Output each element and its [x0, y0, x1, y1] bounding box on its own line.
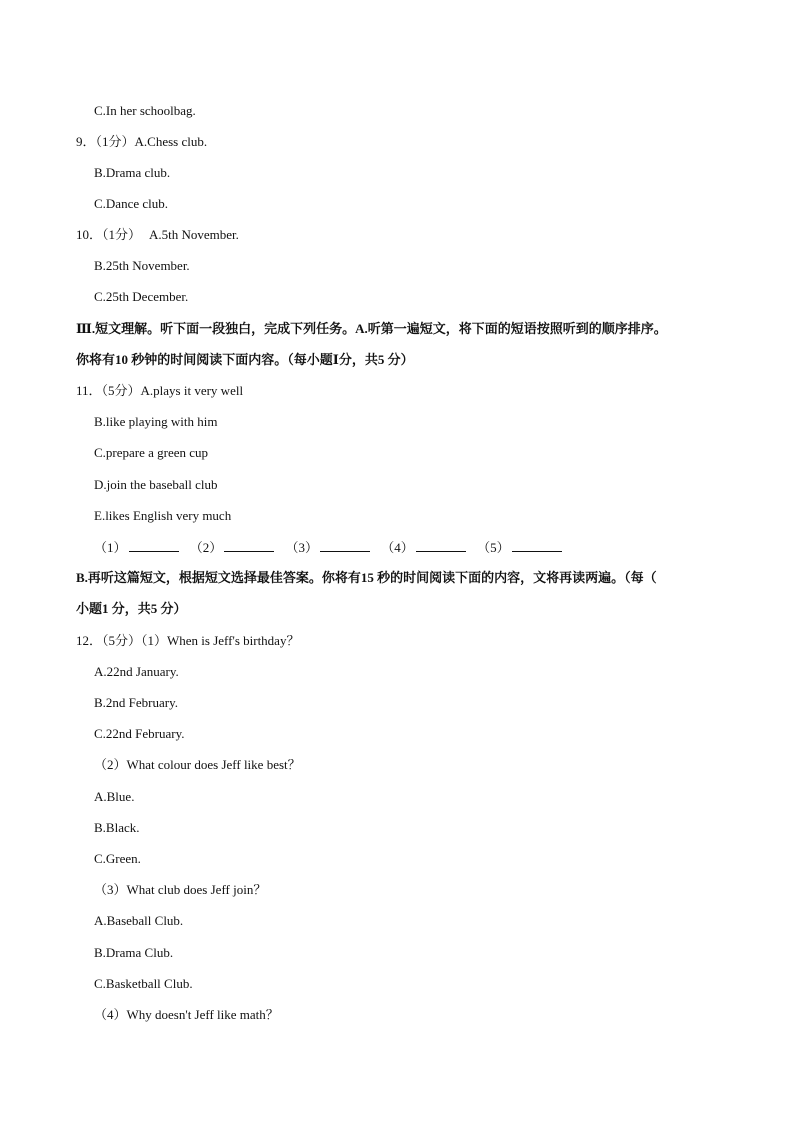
blank-label-3: （3） [285, 540, 319, 555]
q11-answer-blanks [94, 539, 570, 556]
blank-label-5: （5） [477, 540, 510, 555]
q10-option-c: C.25th December. [94, 289, 189, 304]
q12-sub3-question: （3）What club does Jeff join？ [94, 882, 267, 897]
q11-option-d: D.join the baseball club [94, 477, 218, 492]
q11-number: 11．（5分） [76, 383, 141, 398]
q12-line [76, 633, 299, 649]
q9-option-b: B.Drama club. [94, 165, 171, 180]
q12-sub2-question: （2）What colour does Jeff like best？ [94, 757, 301, 772]
answer-blank-3[interactable] [320, 539, 370, 552]
q12-sub2-option-a: A.Blue. [94, 789, 135, 804]
q12-sub3-option-c: C.Basketball Club. [94, 976, 193, 991]
answer-blank-4[interactable] [416, 539, 466, 552]
q11-option-c: C.prepare a green cup [94, 445, 209, 460]
q12-sub1-question: （1）When is Jeff's birthday？ [141, 633, 300, 648]
q11-option-e: E.likes English very much [94, 508, 232, 523]
q11-line [76, 383, 243, 399]
q12-sub4-question: （4）Why doesn't Jeff like math？ [94, 1007, 279, 1022]
q10-option-a: A.5th November. [149, 227, 239, 242]
q10-line [76, 227, 239, 243]
q9-option-c: C.Dance club. [94, 196, 169, 211]
q10-number: 10．（1分） [76, 227, 142, 242]
q9-option-a: A.Chess club. [134, 134, 208, 149]
q12-number: 12．（5分） [76, 633, 142, 648]
q12-sub3-option-b: B.Drama Club. [94, 945, 174, 960]
q12-sub2-option-c: C.Green. [94, 851, 141, 866]
q12-sub2-option-b: B.Black. [94, 820, 140, 835]
q12-sub1-option-c: C.22nd February. [94, 726, 185, 741]
q9-number: 9．（1分） [76, 134, 135, 149]
q11-option-a: A.plays it very well [140, 383, 244, 398]
q9-line [76, 134, 207, 150]
q12-sub3-option-a: A.Baseball Club. [94, 913, 184, 928]
q10-option-b: B.25th November. [94, 258, 190, 273]
blank-label-1: （1） [94, 540, 127, 555]
section3-instruction-2: 你将有10 秒钟的时间阅读下面内容。（每小题Ⅰ分，共5 分） [76, 352, 414, 367]
q8-option-c: C.In her schoolbag. [94, 103, 196, 118]
blank-label-4: （4） [381, 540, 414, 555]
sectionB-instruction-1: B.再听这篇短文，根据短文选择最佳答案。你将有15 秒的时间阅读下面的内容，文将再读两遍。（每（ [76, 570, 657, 585]
q12-sub1-option-b: B.2nd February. [94, 695, 179, 710]
answer-blank-2[interactable] [224, 539, 274, 552]
blank-label-2: （2） [189, 540, 223, 555]
section3-instruction-1: Ⅲ.短文理解。听下面一段独白，完成下列任务。A.听第一遍短文，将下面的短语按照听到的顺序排序。 [76, 321, 667, 336]
answer-blank-5[interactable] [512, 539, 562, 552]
answer-blank-1[interactable] [129, 539, 179, 552]
q11-option-b: B.like playing with him [94, 414, 218, 429]
sectionB-instruction-2: 小题1 分，共5 分） [76, 601, 187, 616]
q12-sub1-option-a: A.22nd January. [94, 664, 179, 679]
